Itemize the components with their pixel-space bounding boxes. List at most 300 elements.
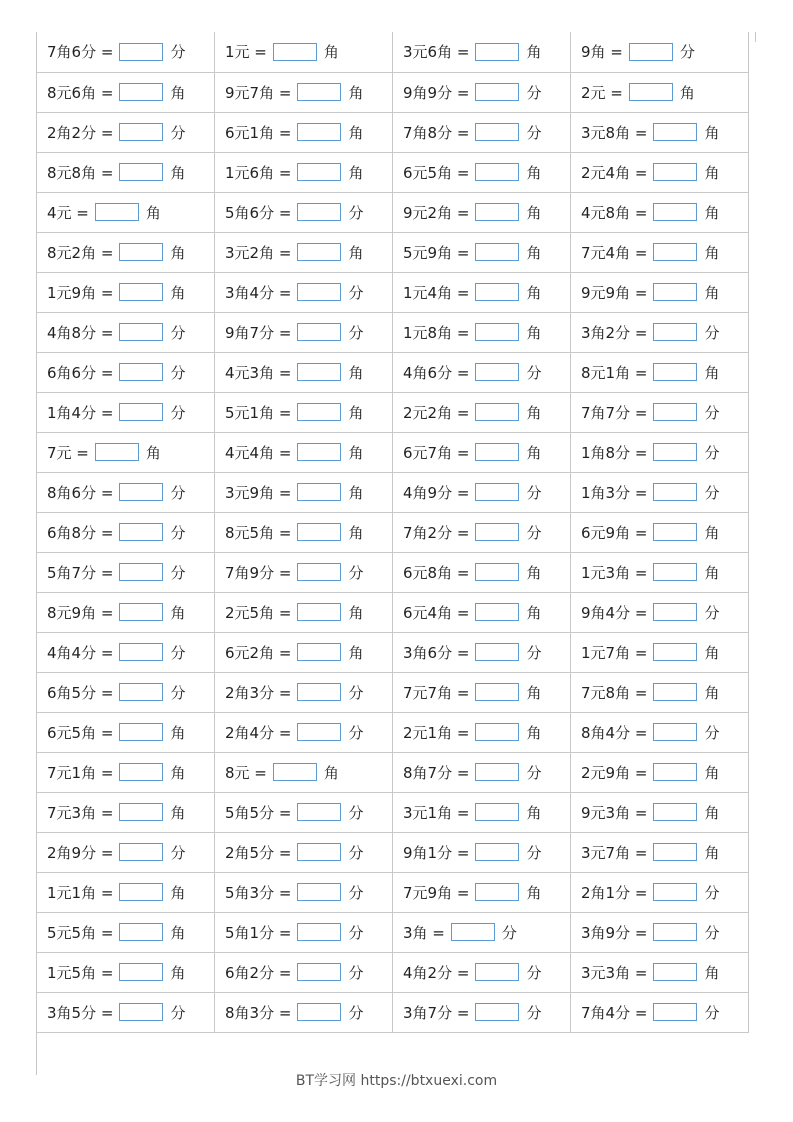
question-text: 9元3角 =: [581, 803, 648, 822]
exercise-cell: [571, 832, 749, 872]
question-text: 5角5分 =: [225, 803, 292, 822]
answer-box[interactable]: [653, 163, 697, 181]
unit-label: 分: [170, 563, 186, 582]
answer-box[interactable]: [653, 883, 697, 901]
unit-label: 分: [348, 563, 364, 582]
unit-label: 分: [170, 483, 186, 502]
exercise-cell: [37, 792, 215, 832]
answer-box[interactable]: [297, 403, 341, 421]
exercise-cell: [393, 832, 571, 872]
exercise-cell: [215, 392, 393, 432]
exercise-cell: [571, 912, 749, 952]
question-text: 7元4角 =: [581, 243, 648, 262]
unit-label: 角: [348, 603, 364, 622]
exercise-cell: [37, 992, 215, 1032]
question-text: 2角4分 =: [225, 723, 292, 742]
answer-box[interactable]: [119, 483, 163, 501]
exercise-cell: [571, 192, 749, 232]
question-text: 1元1角 =: [47, 883, 114, 902]
exercise-cell: [37, 312, 215, 352]
exercise-cell: [37, 512, 215, 552]
exercise-cell: [571, 352, 749, 392]
answer-box[interactable]: [475, 123, 519, 141]
question-text: 4角6分 =: [403, 363, 470, 382]
exercise-cell: [393, 72, 571, 112]
exercise-cell: [393, 672, 571, 712]
answer-box[interactable]: [119, 363, 163, 381]
unit-label: 分: [348, 203, 364, 222]
question-text: 8元 =: [225, 763, 267, 782]
answer-box[interactable]: [653, 123, 697, 141]
unit-label: 角: [348, 83, 364, 102]
exercise-cell: [215, 912, 393, 952]
exercise-cell: [571, 592, 749, 632]
unit-label: 角: [323, 43, 339, 62]
answer-box[interactable]: [119, 403, 163, 421]
exercise-cell: [215, 312, 393, 352]
answer-box[interactable]: [95, 203, 139, 221]
question-text: 6角2分 =: [225, 963, 292, 982]
question-text: 8角6分 =: [47, 483, 114, 502]
answer-box[interactable]: [653, 523, 697, 541]
exercise-row: [37, 232, 749, 272]
answer-box[interactable]: [475, 483, 519, 501]
answer-box[interactable]: [297, 83, 341, 101]
exercise-row: [37, 552, 749, 592]
answer-box[interactable]: [653, 1003, 697, 1021]
exercise-cell: [37, 632, 215, 672]
exercise-cell: [215, 752, 393, 792]
question-text: 4角9分 =: [403, 483, 470, 502]
exercise-cell: [37, 152, 215, 192]
exercise-cell: [37, 352, 215, 392]
unit-label: 角: [348, 243, 364, 262]
question-text: 6元2角 =: [225, 643, 292, 662]
worksheet: [36, 32, 756, 1075]
unit-label: 角: [704, 203, 720, 222]
answer-box[interactable]: [297, 683, 341, 701]
answer-box[interactable]: [475, 563, 519, 581]
answer-box[interactable]: [297, 363, 341, 381]
answer-box[interactable]: [119, 803, 163, 821]
unit-label: 分: [348, 1003, 364, 1022]
answer-box[interactable]: [653, 203, 697, 221]
unit-label: 分: [704, 483, 720, 502]
exercise-cell: [215, 552, 393, 592]
unit-label: 分: [170, 323, 186, 342]
exercise-row: [37, 192, 749, 232]
exercise-cell: [37, 592, 215, 632]
answer-box[interactable]: [475, 683, 519, 701]
question-text: 3元2角 =: [225, 243, 292, 262]
exercise-cell: [571, 472, 749, 512]
unit-label: 分: [526, 83, 542, 102]
unit-label: 分: [170, 123, 186, 142]
unit-label: 角: [704, 643, 720, 662]
answer-box[interactable]: [653, 363, 697, 381]
answer-box[interactable]: [119, 603, 163, 621]
unit-label: 分: [526, 363, 542, 382]
answer-box[interactable]: [475, 723, 519, 741]
answer-box[interactable]: [119, 563, 163, 581]
unit-label: 角: [170, 963, 186, 982]
unit-label: 分: [348, 323, 364, 342]
unit-label: 角: [526, 443, 542, 462]
answer-box[interactable]: [475, 283, 519, 301]
unit-label: 分: [526, 483, 542, 502]
unit-label: 角: [526, 803, 542, 822]
unit-label: 角: [170, 603, 186, 622]
exercise-row: [37, 832, 749, 872]
question-text: 6元8角 =: [403, 563, 470, 582]
exercise-cell: [37, 752, 215, 792]
unit-label: 分: [704, 883, 720, 902]
answer-box[interactable]: [653, 403, 697, 421]
answer-box[interactable]: [297, 923, 341, 941]
answer-box[interactable]: [273, 43, 317, 61]
unit-label: 角: [170, 803, 186, 822]
answer-box[interactable]: [297, 723, 341, 741]
exercise-row: [37, 872, 749, 912]
question-text: 1元8角 =: [403, 323, 470, 342]
question-text: 1元9角 =: [47, 283, 114, 302]
unit-label: 分: [704, 603, 720, 622]
question-text: 3元1角 =: [403, 803, 470, 822]
unit-label: 角: [170, 283, 186, 302]
unit-label: 分: [170, 843, 186, 862]
question-text: 9元7角 =: [225, 83, 292, 102]
answer-box[interactable]: [119, 283, 163, 301]
unit-label: 角: [348, 483, 364, 502]
answer-box[interactable]: [119, 43, 163, 61]
exercise-row: [37, 472, 749, 512]
unit-label: 分: [348, 683, 364, 702]
exercise-cell: [393, 752, 571, 792]
question-text: 2元1角 =: [403, 723, 470, 742]
answer-box[interactable]: [297, 843, 341, 861]
unit-label: 分: [526, 843, 542, 862]
answer-box[interactable]: [119, 683, 163, 701]
unit-label: 分: [348, 883, 364, 902]
exercise-row: [37, 312, 749, 352]
exercise-cell: [37, 552, 215, 592]
unit-label: 角: [348, 123, 364, 142]
unit-label: 角: [704, 123, 720, 142]
exercise-cell: [37, 192, 215, 232]
question-text: 7角9分 =: [225, 563, 292, 582]
answer-box[interactable]: [297, 283, 341, 301]
question-text: 6元1角 =: [225, 123, 292, 142]
answer-box[interactable]: [475, 83, 519, 101]
question-text: 9角1分 =: [403, 843, 470, 862]
answer-box[interactable]: [653, 323, 697, 341]
unit-label: 分: [348, 963, 364, 982]
exercise-cell: [393, 512, 571, 552]
answer-box[interactable]: [297, 243, 341, 261]
answer-box[interactable]: [119, 323, 163, 341]
unit-label: 角: [348, 443, 364, 462]
exercise-cell: [215, 32, 393, 72]
exercise-cell: [571, 112, 749, 152]
question-text: 6角8分 =: [47, 523, 114, 542]
answer-box[interactable]: [119, 963, 163, 981]
answer-box[interactable]: [297, 443, 341, 461]
answer-box[interactable]: [273, 763, 317, 781]
question-text: 8元1角 =: [581, 363, 648, 382]
unit-label: 分: [704, 443, 720, 462]
question-text: 4角8分 =: [47, 323, 114, 342]
exercise-row: [37, 152, 749, 192]
question-text: 4元4角 =: [225, 443, 292, 462]
answer-box[interactable]: [297, 1003, 341, 1021]
question-text: 2元5角 =: [225, 603, 292, 622]
answer-box[interactable]: [297, 603, 341, 621]
answer-box[interactable]: [119, 243, 163, 261]
answer-box[interactable]: [297, 643, 341, 661]
unit-label: 分: [704, 403, 720, 422]
answer-box[interactable]: [451, 923, 495, 941]
unit-label: 角: [145, 443, 161, 462]
question-text: 1元6角 =: [225, 163, 292, 182]
answer-box[interactable]: [653, 243, 697, 261]
question-text: 4元3角 =: [225, 363, 292, 382]
question-text: 8元8角 =: [47, 163, 114, 182]
unit-label: 角: [704, 523, 720, 542]
exercise-cell: [215, 872, 393, 912]
exercise-cell: [37, 272, 215, 312]
question-text: 1角3分 =: [581, 483, 648, 502]
answer-box[interactable]: [297, 963, 341, 981]
answer-box[interactable]: [475, 203, 519, 221]
exercise-cell: [571, 232, 749, 272]
exercise-cell: [571, 992, 749, 1032]
question-text: 7元3角 =: [47, 803, 114, 822]
answer-box[interactable]: [475, 243, 519, 261]
question-text: 3元8角 =: [581, 123, 648, 142]
answer-box[interactable]: [297, 803, 341, 821]
exercise-row: [37, 792, 749, 832]
answer-box[interactable]: [653, 483, 697, 501]
answer-box[interactable]: [119, 123, 163, 141]
unit-label: 分: [348, 283, 364, 302]
exercise-cell: [571, 952, 749, 992]
exercise-cell: [571, 32, 749, 72]
exercise-cell: [393, 712, 571, 752]
answer-box[interactable]: [475, 43, 519, 61]
question-text: 7角4分 =: [581, 1003, 648, 1022]
unit-label: 角: [526, 723, 542, 742]
exercise-cell: [37, 392, 215, 432]
unit-label: 角: [348, 363, 364, 382]
unit-label: 分: [170, 1003, 186, 1022]
exercise-row: [37, 272, 749, 312]
answer-box[interactable]: [475, 403, 519, 421]
answer-box[interactable]: [475, 803, 519, 821]
exercise-cell: [393, 152, 571, 192]
answer-box[interactable]: [475, 163, 519, 181]
answer-box[interactable]: [475, 963, 519, 981]
answer-box[interactable]: [475, 883, 519, 901]
exercise-row: [37, 992, 749, 1032]
exercise-cell: [571, 272, 749, 312]
exercise-cell: [37, 872, 215, 912]
exercise-cell: [215, 792, 393, 832]
answer-box[interactable]: [95, 443, 139, 461]
unit-label: 角: [348, 643, 364, 662]
question-text: 3角 =: [403, 923, 445, 942]
answer-box[interactable]: [653, 923, 697, 941]
question-text: 6元4角 =: [403, 603, 470, 622]
unit-label: 角: [348, 523, 364, 542]
exercise-cell: [571, 392, 749, 432]
answer-box[interactable]: [475, 443, 519, 461]
answer-box[interactable]: [653, 443, 697, 461]
exercise-cell: [37, 112, 215, 152]
question-text: 8元2角 =: [47, 243, 114, 262]
question-text: 7元8角 =: [581, 683, 648, 702]
unit-label: 分: [170, 683, 186, 702]
answer-box[interactable]: [119, 883, 163, 901]
answer-box[interactable]: [475, 523, 519, 541]
question-text: 2角2分 =: [47, 123, 114, 142]
answer-box[interactable]: [475, 763, 519, 781]
exercise-cell: [37, 712, 215, 752]
question-text: 2角3分 =: [225, 683, 292, 702]
exercise-row: [37, 72, 749, 112]
answer-box[interactable]: [653, 843, 697, 861]
answer-box[interactable]: [119, 83, 163, 101]
question-text: 1元5角 =: [47, 963, 114, 982]
exercise-row: [37, 752, 749, 792]
answer-box[interactable]: [119, 163, 163, 181]
exercise-cell: [215, 272, 393, 312]
answer-box[interactable]: [297, 203, 341, 221]
exercise-cell: [37, 72, 215, 112]
exercise-cell: [393, 552, 571, 592]
exercise-row: [37, 352, 749, 392]
unit-label: 角: [526, 563, 542, 582]
question-text: 1元3角 =: [581, 563, 648, 582]
question-text: 5角6分 =: [225, 203, 292, 222]
answer-box[interactable]: [653, 563, 697, 581]
unit-label: 角: [170, 883, 186, 902]
answer-box[interactable]: [119, 763, 163, 781]
answer-box[interactable]: [653, 723, 697, 741]
exercise-cell: [215, 592, 393, 632]
answer-box[interactable]: [297, 883, 341, 901]
answer-box[interactable]: [297, 483, 341, 501]
exercise-cell: [37, 432, 215, 472]
question-text: 8角4分 =: [581, 723, 648, 742]
unit-label: 分: [526, 1003, 542, 1022]
exercise-cell: [393, 32, 571, 72]
unit-label: 分: [679, 43, 695, 62]
question-text: 3角4分 =: [225, 283, 292, 302]
answer-box[interactable]: [297, 163, 341, 181]
answer-box[interactable]: [653, 803, 697, 821]
exercise-cell: [215, 432, 393, 472]
exercise-row: [37, 392, 749, 432]
exercise-cell: [393, 592, 571, 632]
question-text: 9元9角 =: [581, 283, 648, 302]
answer-box[interactable]: [653, 643, 697, 661]
unit-label: 分: [170, 523, 186, 542]
exercise-cell: [571, 72, 749, 112]
exercise-cell: [215, 992, 393, 1032]
page-right-rule: [755, 32, 756, 42]
answer-box[interactable]: [475, 1003, 519, 1021]
answer-box[interactable]: [475, 643, 519, 661]
unit-label: 角: [170, 163, 186, 182]
answer-box[interactable]: [297, 523, 341, 541]
answer-box[interactable]: [475, 323, 519, 341]
unit-label: 角: [323, 763, 339, 782]
answer-box[interactable]: [653, 963, 697, 981]
answer-box[interactable]: [297, 123, 341, 141]
exercise-cell: [571, 512, 749, 552]
exercise-cell: [215, 512, 393, 552]
answer-box[interactable]: [119, 643, 163, 661]
question-text: 2角1分 =: [581, 883, 648, 902]
unit-label: 分: [704, 723, 720, 742]
answer-box[interactable]: [629, 43, 673, 61]
answer-box[interactable]: [119, 1003, 163, 1021]
exercise-row: [37, 912, 749, 952]
answer-box[interactable]: [119, 843, 163, 861]
exercise-cell: [393, 912, 571, 952]
question-text: 3元3角 =: [581, 963, 648, 982]
exercise-cell: [571, 432, 749, 472]
answer-box[interactable]: [475, 363, 519, 381]
answer-box[interactable]: [653, 763, 697, 781]
answer-box[interactable]: [119, 523, 163, 541]
exercise-cell: [393, 872, 571, 912]
unit-label: 角: [526, 603, 542, 622]
answer-box[interactable]: [653, 283, 697, 301]
question-text: 9角 =: [581, 43, 623, 62]
answer-box[interactable]: [653, 603, 697, 621]
question-text: 1元7角 =: [581, 643, 648, 662]
unit-label: 角: [704, 763, 720, 782]
exercise-cell: [571, 152, 749, 192]
unit-label: 角: [526, 883, 542, 902]
answer-box[interactable]: [297, 563, 341, 581]
answer-box[interactable]: [119, 723, 163, 741]
exercise-cell: [215, 232, 393, 272]
answer-box[interactable]: [653, 683, 697, 701]
unit-label: 角: [679, 83, 695, 102]
exercise-cell: [37, 952, 215, 992]
exercise-cell: [215, 112, 393, 152]
answer-box[interactable]: [629, 83, 673, 101]
question-text: 7元1角 =: [47, 763, 114, 782]
exercise-cell: [393, 352, 571, 392]
answer-box[interactable]: [475, 603, 519, 621]
answer-box[interactable]: [475, 843, 519, 861]
answer-box[interactable]: [297, 323, 341, 341]
exercise-cell: [571, 712, 749, 752]
answer-box[interactable]: [119, 923, 163, 941]
unit-label: 角: [526, 243, 542, 262]
question-text: 3角5分 =: [47, 1003, 114, 1022]
exercise-cell: [215, 632, 393, 672]
exercise-cell: [393, 472, 571, 512]
exercise-cell: [393, 432, 571, 472]
question-text: 7角2分 =: [403, 523, 470, 542]
unit-label: 分: [526, 643, 542, 662]
question-text: 7角8分 =: [403, 123, 470, 142]
question-text: 8角3分 =: [225, 1003, 292, 1022]
